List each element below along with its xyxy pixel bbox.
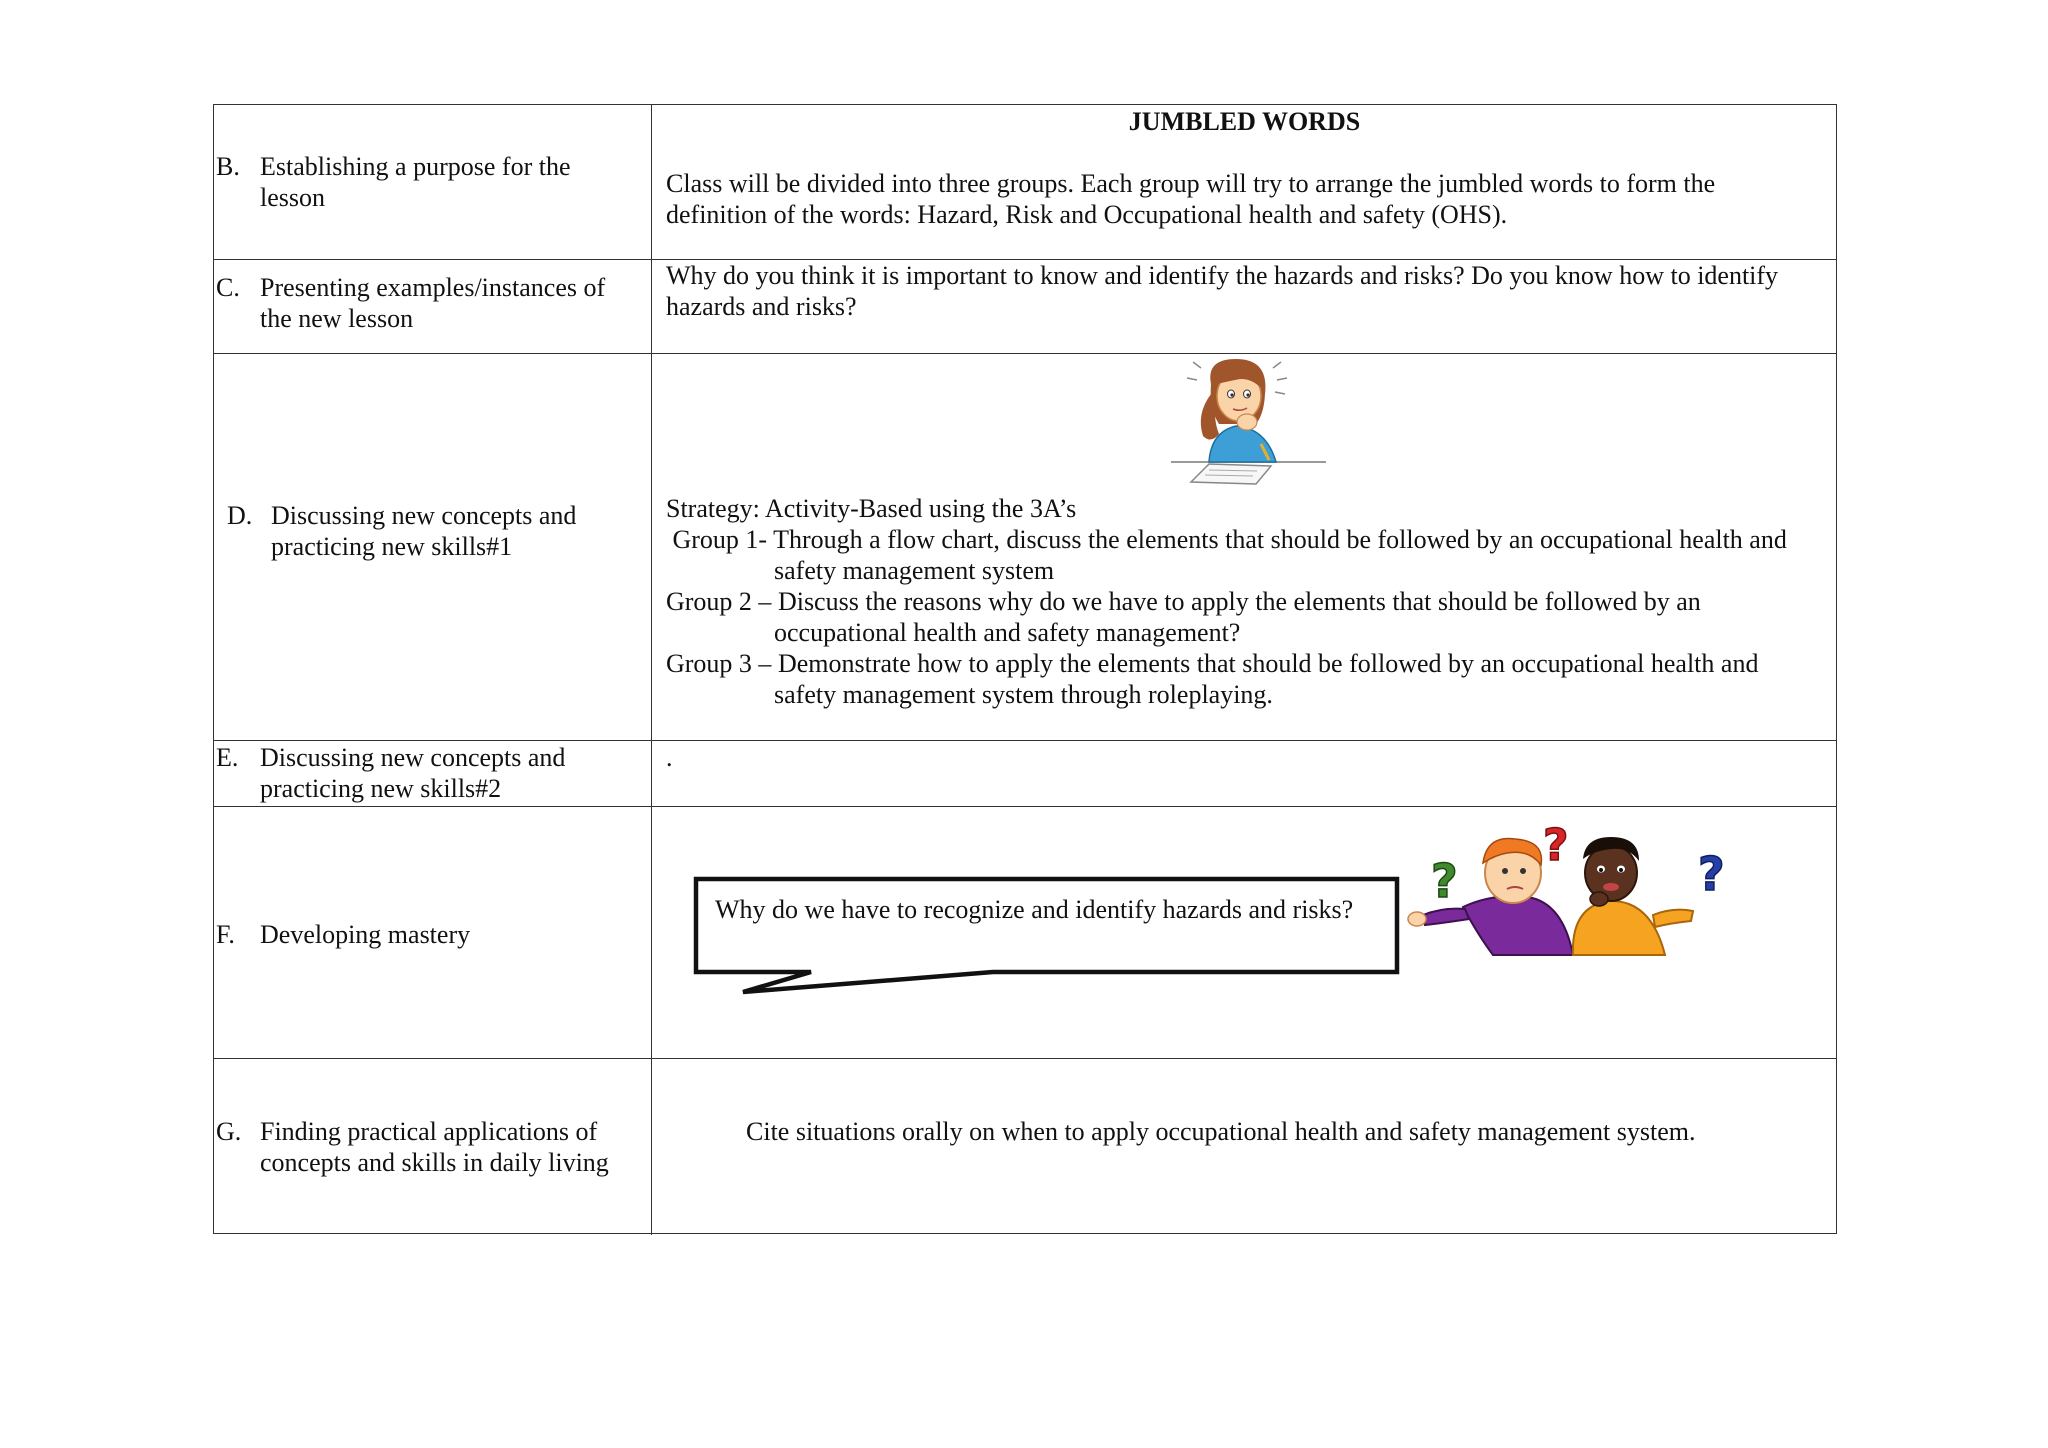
row-content-cell bbox=[653, 807, 1836, 1058]
row-letter: F. bbox=[216, 920, 235, 949]
column-divider bbox=[651, 354, 652, 740]
row-label: Developing mastery bbox=[260, 920, 471, 949]
row-label-cell bbox=[214, 105, 651, 259]
row-letter: G. bbox=[216, 1117, 242, 1146]
row-label: Discussing new concepts and practicing new skills#1 bbox=[271, 501, 577, 561]
row-content-cell bbox=[653, 354, 1836, 740]
confused-people-image bbox=[1403, 815, 1753, 965]
section-heading: JUMBLED WORDS bbox=[1128, 107, 1361, 136]
row-content-cell bbox=[653, 105, 1836, 259]
strategy-text: Strategy: Activity-Based using the 3A’s bbox=[666, 494, 1077, 523]
row-content-cell bbox=[653, 260, 1836, 353]
group-3-text: Demonstrate how to apply the elements that should be followed by an occupational health and bbox=[777, 649, 1759, 678]
speech-bubble bbox=[693, 876, 1401, 996]
row-label-cell bbox=[214, 807, 651, 1058]
column-divider bbox=[651, 260, 652, 353]
group-1-item bbox=[666, 524, 1822, 586]
row-label-cell bbox=[214, 1059, 651, 1235]
row-letter: D. bbox=[227, 501, 253, 530]
table-row-g bbox=[214, 1058, 1836, 1235]
row-label-cell bbox=[214, 354, 651, 740]
lesson-plan-table bbox=[213, 104, 1837, 1234]
column-divider bbox=[651, 741, 652, 806]
column-divider bbox=[651, 807, 652, 1058]
group-2-item bbox=[666, 586, 1822, 648]
svg-text:?: ? bbox=[1543, 820, 1569, 871]
row-label-cell bbox=[214, 741, 651, 806]
bubble-question: Why do we have to recognize and identify hazards and risks? bbox=[715, 895, 1354, 924]
group-2-text: Discuss the reasons why do we have to apply the elements that should be followed by an bbox=[777, 587, 1701, 616]
svg-text:?: ? bbox=[1431, 854, 1458, 908]
row-letter: B. bbox=[216, 152, 240, 181]
row-letter: C. bbox=[216, 273, 240, 302]
row-label: Finding practical applications of concepts and skills in daily living bbox=[260, 1117, 609, 1177]
row-label-cell bbox=[214, 260, 651, 353]
group-1-continuation: safety management system bbox=[774, 556, 1055, 585]
group-3-continuation: safety management system through roleplaying. bbox=[774, 680, 1273, 709]
column-divider bbox=[651, 105, 652, 259]
table-row-e bbox=[214, 740, 1836, 806]
group-1-text: Through a flow chart, discuss the elements that should be followed by an occupational health and bbox=[773, 525, 1787, 554]
application-text: Cite situations orally on when to apply occupational health and safety management system. bbox=[746, 1117, 1696, 1146]
row-e-content: . bbox=[666, 743, 673, 772]
table-row-f bbox=[214, 806, 1836, 1058]
row-label: Presenting examples/instances of the new lesson bbox=[260, 273, 606, 333]
group-3-item bbox=[666, 648, 1822, 710]
group-2-prefix: Group 2 – bbox=[666, 587, 778, 616]
row-label: Discussing new concepts and practicing new skills#2 bbox=[260, 743, 566, 803]
table-row-b bbox=[214, 105, 1836, 259]
row-content-cell bbox=[653, 1059, 1836, 1235]
activity-description: Class will be divided into three groups. Each group will try to arrange the jumbled words to form the definition of the words: Hazard, Risk and Occupational health and safety (OHS). bbox=[666, 169, 1716, 229]
column-divider bbox=[651, 1059, 652, 1235]
table-row-d bbox=[214, 353, 1836, 740]
group-3-prefix: Group 3 – bbox=[666, 649, 778, 678]
guiding-questions: Why do you think it is important to know and identify the hazards and risks? Do you know how to identify hazards and risks? bbox=[666, 261, 1779, 321]
table-row-c bbox=[214, 259, 1836, 353]
svg-text:?: ? bbox=[1698, 847, 1725, 901]
row-letter: E. bbox=[216, 743, 239, 772]
row-label: Establishing a purpose for the lesson bbox=[260, 152, 571, 212]
thinking-girl-image bbox=[1161, 354, 1331, 494]
group-1-prefix: Group 1- bbox=[666, 525, 774, 554]
group-2-continuation: occupational health and safety management? bbox=[774, 618, 1241, 647]
row-content-cell bbox=[653, 741, 1836, 806]
